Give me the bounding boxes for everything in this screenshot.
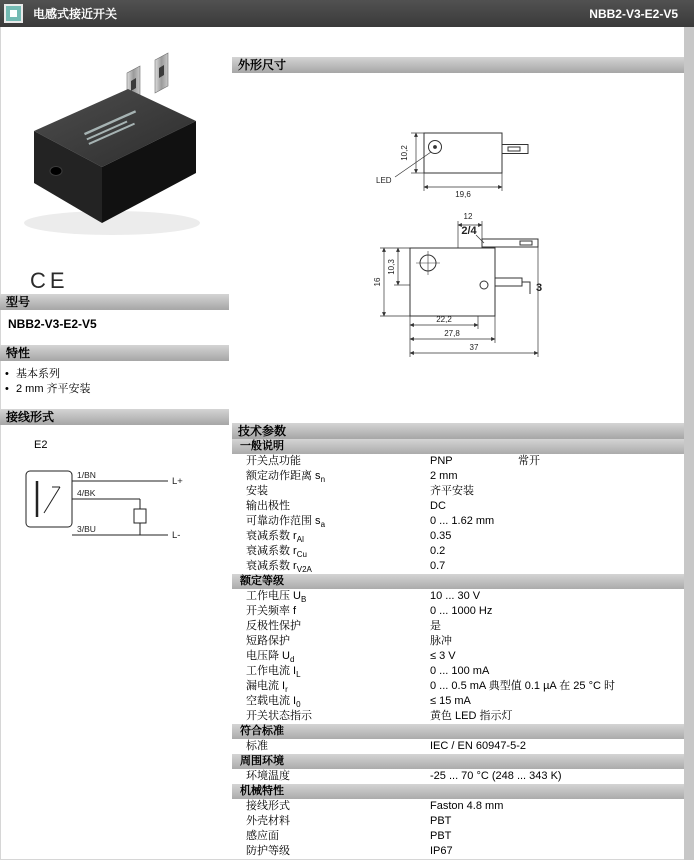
tech-row <box>232 499 684 514</box>
dim-tab-width: 12 <box>463 212 473 221</box>
section-header-dimensions: 外形尺寸 <box>232 57 684 73</box>
tech-param-value: 齐平安装 <box>430 485 474 497</box>
page-title: 电感式接近开关 <box>33 7 118 21</box>
product-photo <box>6 41 229 258</box>
tech-param-label: 标准 <box>246 740 268 752</box>
feature-item: • 2 mm 齐平安装 <box>0 382 229 397</box>
tech-param-value: ≤ 15 mA <box>430 695 471 707</box>
tech-param-label: 额定动作距离 $s_n$ <box>246 470 326 485</box>
top-header-bar <box>0 0 694 27</box>
tech-row <box>232 619 684 634</box>
tech-section-header: 机械特性 <box>232 784 684 799</box>
tech-table <box>232 439 684 859</box>
tech-param-label: 短路保护 <box>246 635 290 647</box>
tech-param-value: 0 ... 100 mA <box>430 665 490 677</box>
tech-row <box>232 589 684 604</box>
tech-param-label: 衰减系数 $r_{Al}$ <box>246 530 304 545</box>
tech-row <box>232 604 684 619</box>
tech-row <box>232 709 684 724</box>
brand-cube-icon <box>4 4 23 23</box>
tech-param-value: PBT <box>430 830 452 842</box>
tech-param-value: PNP 常开 <box>430 455 540 467</box>
dim-side-length: 19,6 <box>455 190 471 199</box>
tech-row <box>232 739 684 754</box>
tech-param-label: 防护等级 <box>246 845 290 857</box>
dim-width-inner: 22,2 <box>436 315 452 324</box>
part-number-header: NBB2-V3-E2-V5 <box>589 6 678 21</box>
tech-row <box>232 469 684 484</box>
tech-param-value: 0 ... 1.62 mm <box>430 515 495 527</box>
section-header-connection: 接线形式 <box>0 409 229 425</box>
tech-param-value: 0.2 <box>430 545 446 557</box>
tech-section-header: 周围环境 <box>232 754 684 769</box>
tech-row <box>232 559 684 574</box>
tech-param-label: 反极性保护 <box>246 620 301 632</box>
ce-mark: CE <box>30 268 69 293</box>
tech-row <box>232 454 684 469</box>
wiring-type-label: E2 <box>34 439 48 451</box>
tech-row <box>232 484 684 499</box>
terminal-side-label: 3 <box>536 282 543 294</box>
terminal-top-label: 2/4 <box>461 225 477 237</box>
tech-param-label: 安装 <box>246 485 268 497</box>
tech-row <box>232 814 684 829</box>
tech-param-label: 漏电流 $I_r$ <box>246 680 288 695</box>
tech-row <box>232 829 684 844</box>
tech-param-value: IP67 <box>430 845 453 857</box>
tech-param-value: 脉冲 <box>430 635 452 647</box>
dim-hole-offset: 10,3 <box>387 259 396 275</box>
tech-param-value: Faston 4.8 mm <box>430 800 504 812</box>
tech-param-value: 是 <box>430 620 441 632</box>
tech-param-label: 可靠动作范围 $s_a$ <box>246 515 326 530</box>
wiring-schematic <box>22 455 212 551</box>
tech-param-label: 开关状态指示 <box>246 710 312 722</box>
section-header-features: 特性 <box>0 345 229 361</box>
tech-row <box>232 679 684 694</box>
page-edge-strip <box>684 27 694 860</box>
wiring-pin3-label: 3/BU <box>77 524 96 534</box>
tech-param-value: 0 ... 0.5 mA 典型值 0.1 µA 在 25 °C 时 <box>430 680 615 692</box>
tech-param-label: 开关频率 f <box>246 605 297 617</box>
brand-cube-inner <box>10 10 17 17</box>
section-header-tech: 技术参数 <box>232 423 684 439</box>
tech-param-value: 黄色 LED 指示灯 <box>430 710 513 722</box>
dim-front-height: 16 <box>373 277 382 287</box>
tech-row <box>232 769 684 784</box>
right-column <box>232 27 684 859</box>
tech-param-value: PBT <box>430 815 452 827</box>
tech-row <box>232 529 684 544</box>
tech-param-label: 工作电压 $U_B$ <box>246 590 307 605</box>
tech-param-label: 感应面 <box>246 830 279 842</box>
tech-row <box>232 664 684 679</box>
tech-row <box>232 844 684 859</box>
left-column <box>0 27 229 551</box>
tech-param-value: ≤ 3 V <box>430 650 456 662</box>
tech-param-value: DC <box>430 500 446 512</box>
wiring-lplus-label: L+ <box>172 476 183 487</box>
feature-list <box>0 367 229 397</box>
tech-param-value: -25 ... 70 °C (248 ... 343 K) <box>430 770 562 782</box>
tech-row <box>232 634 684 649</box>
tech-param-label: 开关点功能 <box>246 455 301 467</box>
tech-param-label: 工作电流 $I_L$ <box>246 665 301 680</box>
tech-param-label: 空载电流 $I_0$ <box>246 695 301 710</box>
wiring-pin2-label: 4/BK <box>77 488 96 498</box>
tech-param-label: 输出极性 <box>246 500 290 512</box>
tech-row <box>232 649 684 664</box>
dimension-drawing <box>232 73 684 423</box>
tech-param-value: 10 ... 30 V <box>430 590 481 602</box>
tech-param-label: 衰减系数 $r_{Cu}$ <box>246 545 307 560</box>
tech-row <box>232 514 684 529</box>
tech-param-value: 0.7 <box>430 560 446 572</box>
dim-led-label: LED <box>376 176 392 185</box>
dim-side-height: 10,2 <box>400 145 409 161</box>
tech-section-header: 符合标准 <box>232 724 684 739</box>
tech-section-header: 一般说明 <box>232 439 684 454</box>
tech-param-value: 0 ... 1000 Hz <box>430 605 493 617</box>
tech-section-header: 额定等级 <box>232 574 684 589</box>
model-number: NBB2-V3-E2-V5 <box>8 317 97 331</box>
feature-item: • 基本系列 <box>0 367 229 382</box>
dim-width-body: 27,8 <box>444 329 460 338</box>
tech-row <box>232 544 684 559</box>
tech-param-label: 衰减系数 $r_{V2A}$ <box>246 560 312 575</box>
tech-param-value: 2 mm <box>430 470 458 482</box>
tech-param-label: 外壳材料 <box>246 815 290 827</box>
tech-row <box>232 799 684 814</box>
tech-param-label: 环境温度 <box>246 770 290 782</box>
tech-param-label: 接线形式 <box>246 800 290 812</box>
wiring-pin1-label: 1/BN <box>77 470 96 480</box>
wiring-diagram <box>0 439 229 551</box>
tech-param-value: 0.35 <box>430 530 452 542</box>
tech-row <box>232 694 684 709</box>
dim-width-total: 37 <box>469 343 479 352</box>
tech-param-label: 电压降 $U_d$ <box>246 650 295 665</box>
section-header-model: 型号 <box>0 294 229 310</box>
tech-param-value: IEC / EN 60947-5-2 <box>430 740 526 752</box>
wiring-lminus-label: L- <box>172 530 181 541</box>
